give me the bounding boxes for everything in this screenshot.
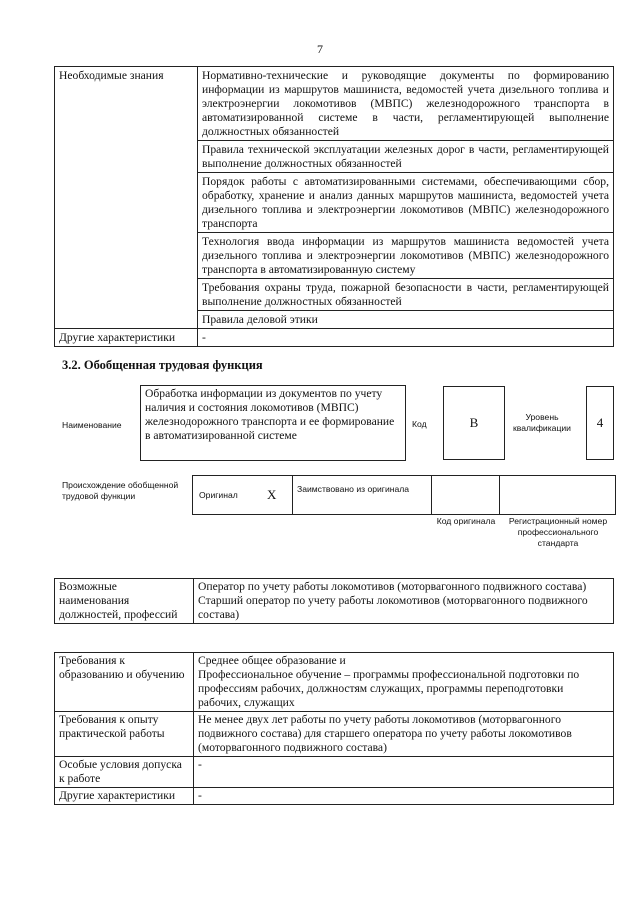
- requirement-value: [194, 653, 614, 712]
- requirement-label: Особые условия допуска к работе: [55, 757, 194, 788]
- page-number: 7: [317, 42, 323, 56]
- knowledge-item: Правила деловой этики: [198, 311, 614, 329]
- positions-label: Возможные наименования должностей, профессий: [55, 579, 194, 624]
- requirement-line: Среднее общее образование и: [198, 654, 346, 667]
- requirement-line: Профессиональное обучение – программы профессиональной подготовки по профессиям рабочих, должностям служащих, программы переподготовки рабочих, служащих: [198, 668, 580, 709]
- position-item: Оператор по учету работы локомотивов (моторвагонного подвижного состава): [198, 580, 587, 593]
- requirement-value: [194, 712, 614, 757]
- positions-values: [194, 579, 614, 624]
- knowledge-item: Порядок работы с автоматизированными системами, обеспечивающими сбор, обработку, хранение и анализ данных маршрутов машиниста, ведомостей учета дизельного топлива и электроэнергии локомотивов (МВПС) железнодорожного транспорта: [198, 173, 614, 233]
- knowledge-item: Требования охраны труда, пожарной безопасности в части, регламентирующей выполнение должностных обязанностей: [198, 279, 614, 311]
- requirement-label: Требования к образованию и обучению: [55, 653, 194, 712]
- position-item: Старший оператор по учету работы локомотивов (моторвагонного подвижного состава): [198, 594, 588, 621]
- requirements-table: [54, 652, 614, 805]
- knowledge-table: [54, 66, 614, 347]
- borrowed-label: Заимствовано из оригинала: [297, 484, 410, 494]
- requirement-line: Не менее двух лет работы по учету работы локомотивов (моторвагонного подвижного состава) для старшего оператора по учету работы локомотивов (моторвагонного подвижного состава): [198, 713, 572, 754]
- qualification-level-value: 4: [596, 415, 604, 430]
- other-characteristics-value: -: [198, 329, 614, 347]
- positions-table: [54, 578, 614, 624]
- function-name-value: Обработка информации из документов по учету наличия и состояния локомотивов (МВПС) железнодорожного транспорта и ее формирование в автоматизированной системе: [145, 387, 395, 442]
- knowledge-item: Нормативно-технические и руководящие документы по формированию информации из маршрутов машиниста, ведомостей учета дизельного топлива и электроэнергии локомотивов (МВПС) железнодорожного транспорта в автоматизированной системе в части, регламентирующей выполнение должностных обязанностей: [198, 67, 614, 141]
- original-mark: X: [267, 487, 277, 502]
- original-label: Оригинал: [199, 490, 238, 500]
- knowledge-item: Правила технической эксплуатации железных дорог в части, регламентирующей выполнение должностных обязанностей: [198, 141, 614, 173]
- code-value-box: [443, 386, 505, 460]
- knowledge-label: Необходимые знания: [55, 67, 198, 329]
- origin-label: Происхождение обобщенной трудовой функции: [62, 480, 179, 501]
- requirement-label: Другие характеристики: [55, 788, 194, 805]
- requirement-value: [194, 757, 614, 788]
- name-label: Наименование: [62, 420, 122, 430]
- requirement-line: -: [198, 789, 202, 802]
- other-characteristics-label: Другие характеристики: [55, 329, 198, 347]
- section-title: 3.2. Обобщенная трудовая функция: [62, 358, 263, 372]
- reg-number-caption: Регистрационный номер профессионального стандарта: [508, 516, 608, 548]
- requirement-line: -: [198, 758, 202, 771]
- qualification-level-box: [586, 386, 614, 460]
- code-original-caption: Код оригинала: [436, 516, 496, 526]
- requirement-value: [194, 788, 614, 805]
- knowledge-item: Технология ввода информации из маршрутов машиниста ведомостей учета дизельного топлива и электроэнергии локомотивов (МВПС) железнодорожного транспорта в автоматизированную систему: [198, 233, 614, 279]
- origin-box: [192, 475, 616, 515]
- code-value: B: [469, 415, 479, 430]
- function-name-box: [140, 385, 406, 461]
- code-label: Код: [412, 419, 427, 429]
- qualification-level-label: Уровень квалификации: [513, 412, 571, 433]
- requirement-label: Требования к опыту практической работы: [55, 712, 194, 757]
